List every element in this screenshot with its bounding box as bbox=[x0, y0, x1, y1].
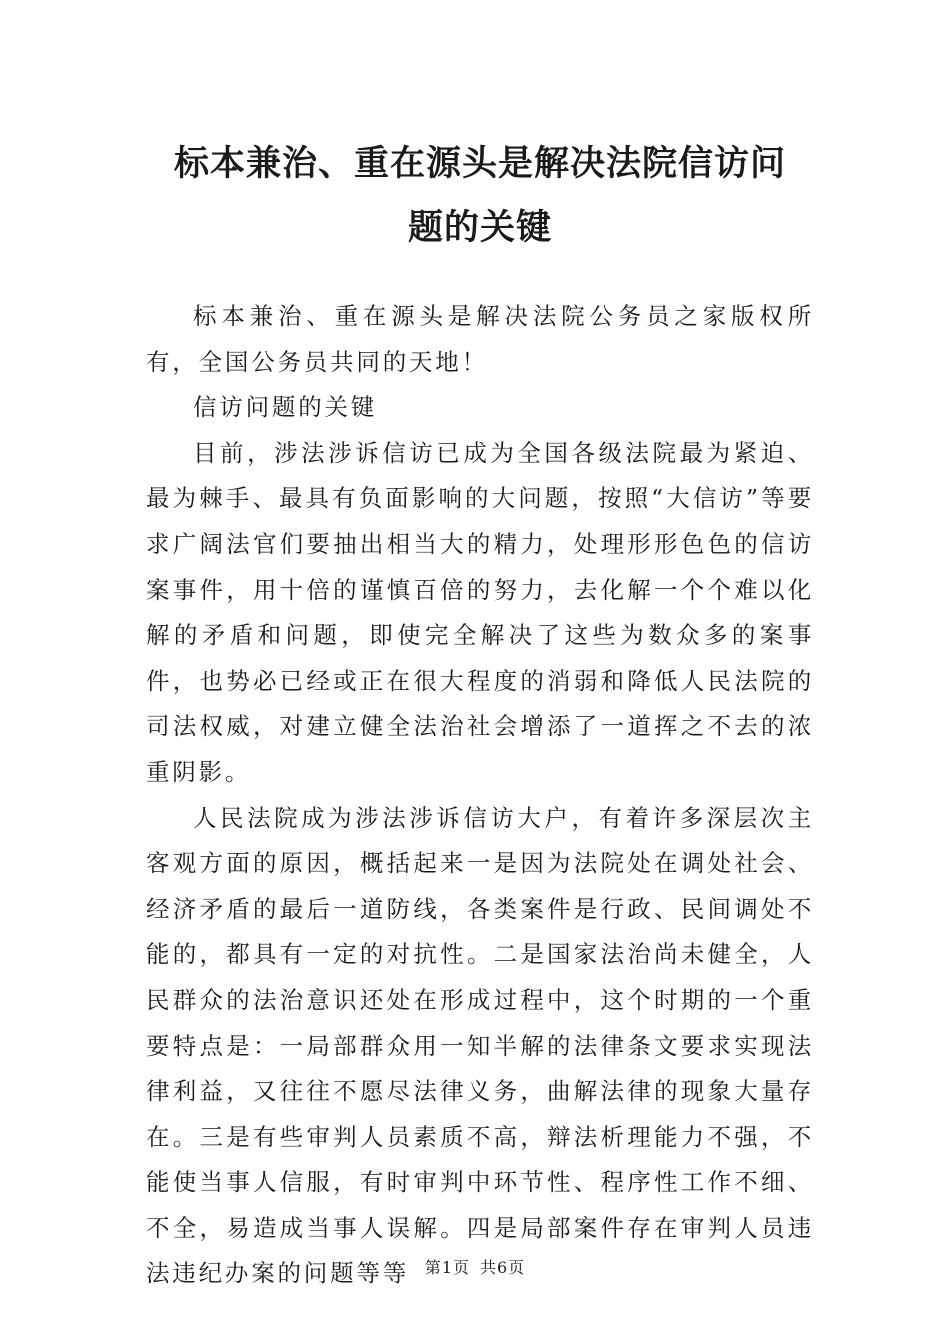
page-number-total: 共6页 bbox=[480, 1258, 526, 1277]
paragraph: 标本兼治、重在源头是解决法院公务员之家版权所有，全国公务员共同的天地！ bbox=[146, 302, 814, 376]
paragraph: 信访问题的关键 bbox=[193, 393, 378, 422]
document-title-line-1: 标本兼治、重在源头是解决法院信访问 bbox=[173, 143, 786, 184]
document-body bbox=[146, 294, 814, 1297]
page-number-current: 第1页 bbox=[424, 1258, 470, 1277]
page-footer bbox=[0, 1255, 950, 1278]
paragraph: 目前，涉法涉诉信访已成为全国各级法院最为紧迫、最为棘手、最具有负面影响的大问题，按照“大信访”等要求广阔法官们要抽出相当大的精力，处理形形色色的信访案事件，用十倍的谨慎百倍的努力，去化解一个个难以化解的矛盾和问题，即使完全解决了这些为数众多的案事件，也势必已经或正在很大程度的消弱和降低人民法院的司法权威，对建立健全法治社会增添了一道挥之不去的浓重阴影。 bbox=[146, 438, 814, 786]
document-title-line-2: 题的关键 bbox=[407, 207, 552, 248]
paragraph: 人民法院成为涉法涉诉信访大户，有着许多深层次主客观方面的原因，概括起来一是因为法院处在调处社会、经济矛盾的最后一道防线，各类案件是行政、民间调处不能的，都具有一定的对抗性。二是国家法治尚未健全，人民群众的法治意识还处在形成过程中，这个时期的一个重要特点是：一局部群众用一知半解的法律条文要求实现法律利益，又往往不愿尽法律义务，曲解法律的现象大量存在。三是有些审判人员素质不高，辩法析理能力不强，不能使当事人信服，有时审判中环节性、程序性工作不细、不全，易造成当事人误解。四是局部案件存在审判人员违法违纪办案的问题等等 bbox=[146, 803, 814, 1288]
